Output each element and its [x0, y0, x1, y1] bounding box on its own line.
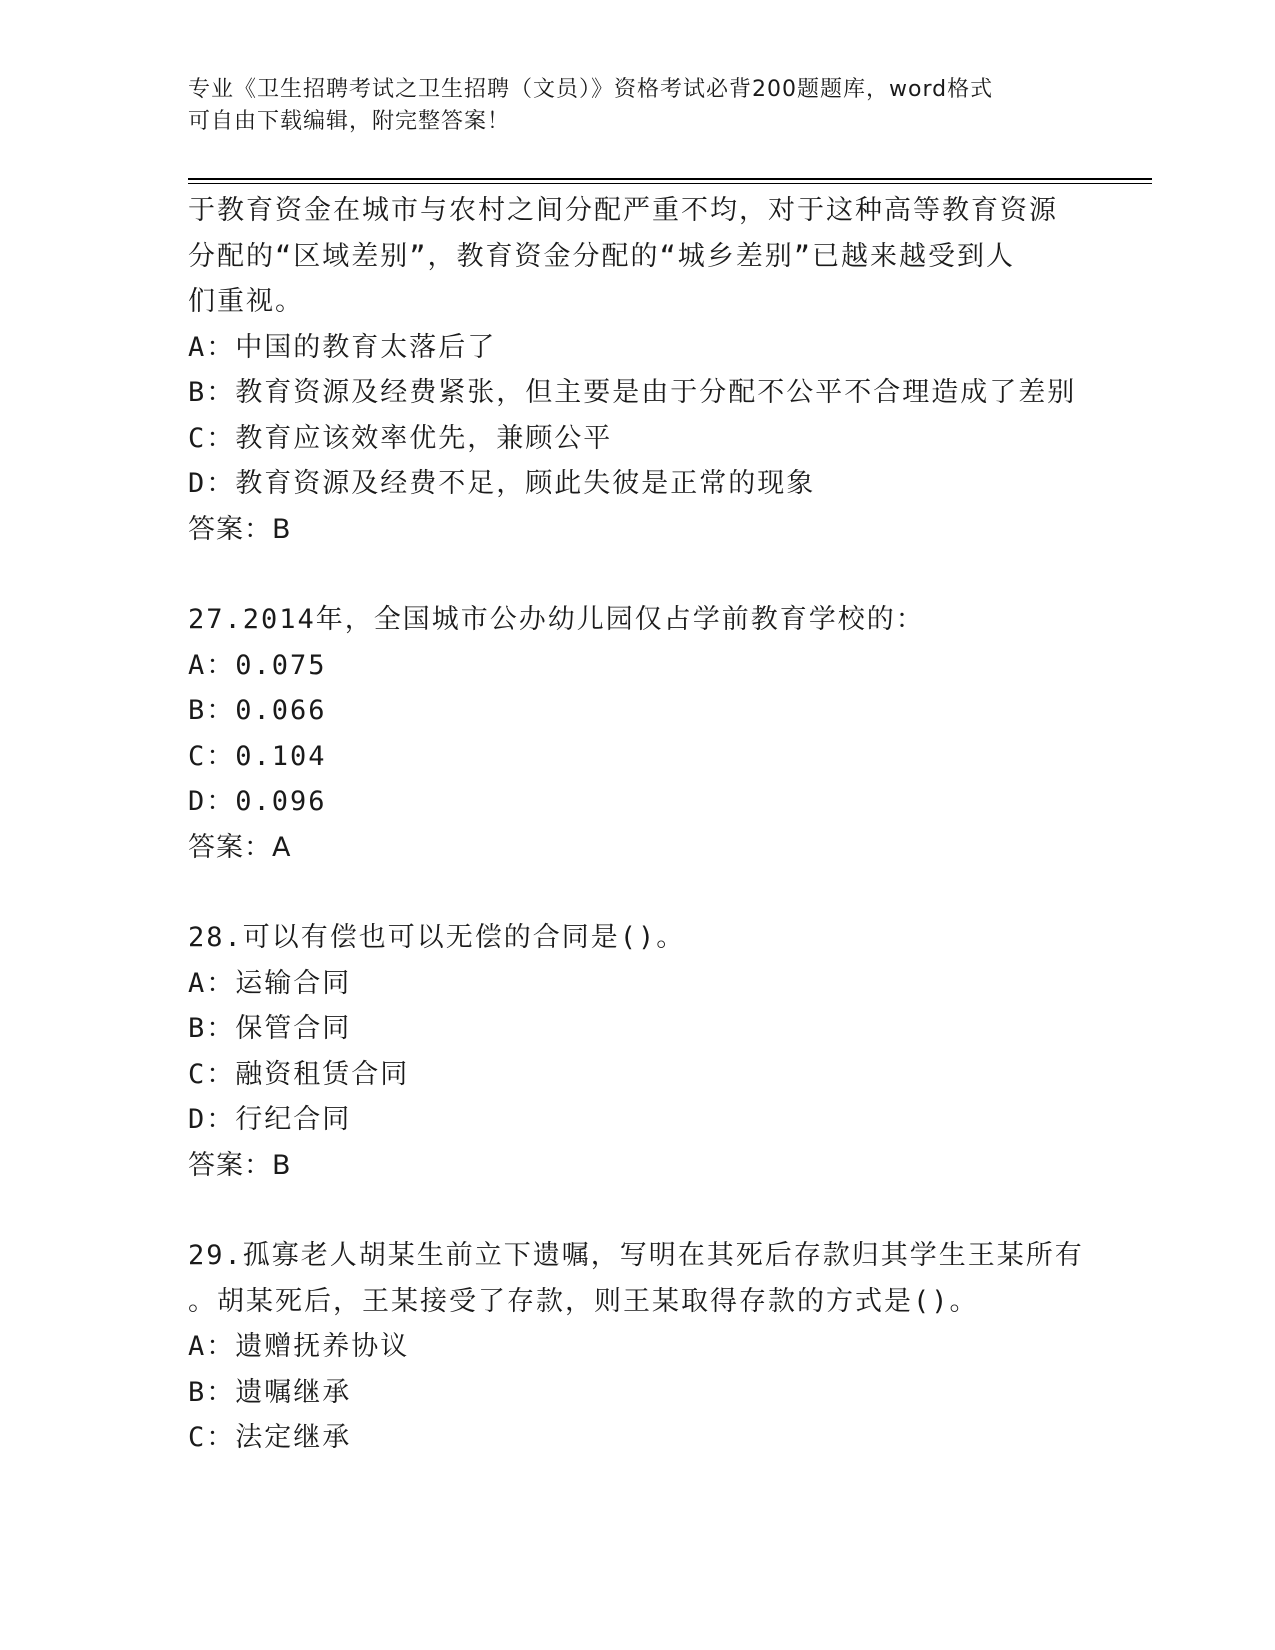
option-c: C：融资租赁合同	[188, 1058, 410, 1090]
question-stem-line: 27.2014年，全国城市公办幼儿园仅占学前教育学校的：	[188, 604, 925, 635]
question-stem-line: 。胡某死后，王某接受了存款，则王某取得存款的方式是()。	[188, 1285, 979, 1317]
option-d: D：教育资源及经费不足，顾此失彼是正常的现象	[188, 468, 816, 499]
option-b: B：0.066	[188, 695, 327, 726]
option-d: D：行纪合同	[188, 1104, 352, 1135]
page-header	[188, 74, 1068, 138]
question-list	[188, 188, 1088, 1461]
question-29	[188, 1233, 1088, 1461]
header-line-2: 可自由下载编辑，附完整答案！	[188, 109, 511, 134]
option-a: A：遗赠抚养协议	[188, 1331, 410, 1362]
question-stem-line: 于教育资金在城市与农村之间分配严重不均，对于这种高等教育资源	[188, 195, 1058, 226]
answer-label: 答案：B	[188, 513, 292, 545]
option-a: A：运输合同	[188, 967, 352, 999]
question-stem-line: 分配的“区域差别”，教育资金分配的“城乡差别”已越来越受到人	[188, 240, 1016, 272]
option-b: B：遗嘱继承	[188, 1376, 352, 1408]
question-stem-line: 28.可以有偿也可以无偿的合同是()。	[188, 922, 686, 953]
header-divider	[188, 178, 1152, 184]
header-line-1: 专业《卫生招聘考试之卫生招聘（文员）》资格考试必背200题题库，word格式	[188, 77, 994, 102]
question-stem-line: 29.孤寡老人胡某生前立下遗嘱，写明在其死后存款归其学生王某所有	[188, 1240, 1084, 1271]
answer-label: 答案：B	[188, 1149, 292, 1181]
question-stem-line: 们重视。	[188, 286, 304, 317]
question-continued	[188, 188, 1088, 552]
option-c: C：0.104	[188, 740, 327, 772]
option-c: C：教育应该效率优先，兼顾公平	[188, 422, 613, 454]
option-d: D：0.096	[188, 786, 327, 817]
option-c: C：法定继承	[188, 1422, 352, 1453]
answer-label: 答案：A	[188, 831, 292, 863]
question-27	[188, 597, 1088, 870]
spacer	[188, 870, 1088, 915]
option-b: B：教育资源及经费紧张，但主要是由于分配不公平不合理造成了差别	[188, 377, 1077, 408]
option-a: A：中国的教育太落后了	[188, 331, 497, 363]
option-a: A：0.075	[188, 649, 327, 681]
spacer	[188, 552, 1088, 597]
spacer	[188, 1188, 1088, 1233]
question-28	[188, 915, 1088, 1188]
option-b: B：保管合同	[188, 1013, 352, 1044]
